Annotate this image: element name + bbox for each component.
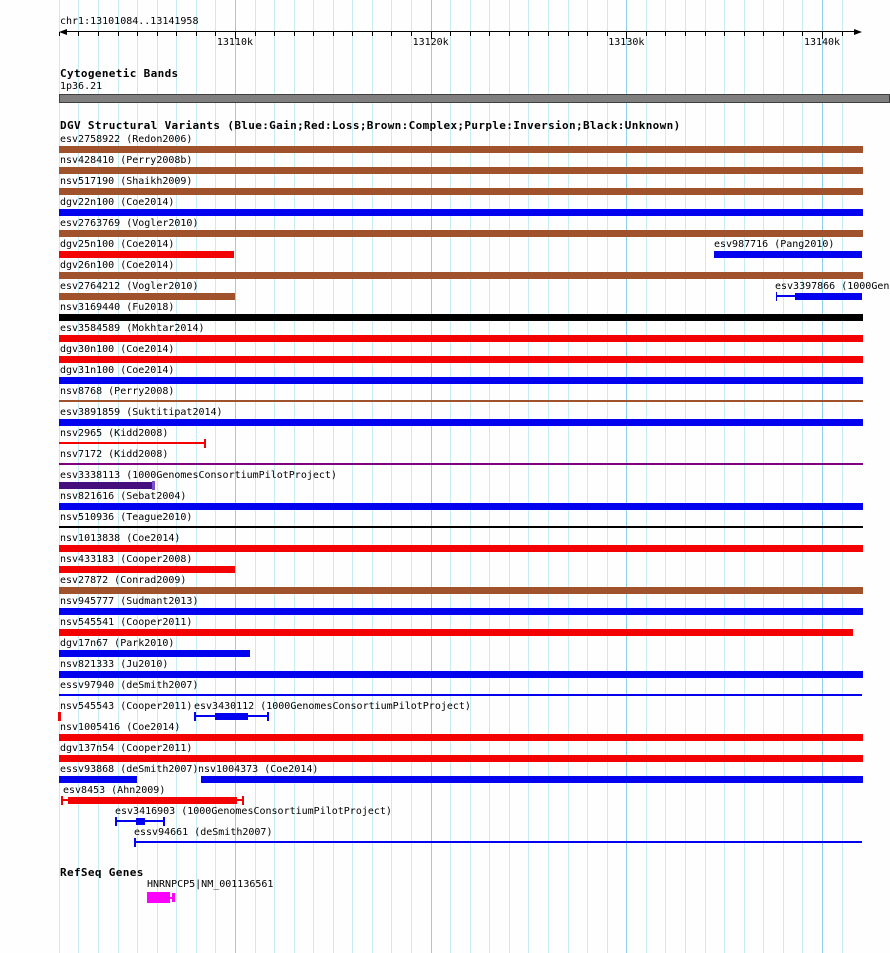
variant-label: dgv30n100 (Coe2014) bbox=[60, 344, 175, 355]
variant-glyph-bar[interactable] bbox=[59, 482, 152, 489]
gene-label: HNRNPCP5|NM_001136561 bbox=[147, 879, 274, 890]
gridline-minor bbox=[744, 0, 745, 953]
variant-glyph-bar[interactable] bbox=[59, 650, 250, 657]
gridline-minor bbox=[489, 0, 490, 953]
gridline-minor bbox=[470, 0, 471, 953]
variant-glyph-line[interactable] bbox=[776, 295, 795, 297]
ruler-tick-minor bbox=[333, 32, 334, 36]
variant-glyph-bar[interactable] bbox=[59, 356, 863, 363]
ruler-tick-minor bbox=[176, 32, 177, 36]
ruler-tick-minor bbox=[568, 32, 569, 36]
ruler-tick-minor bbox=[528, 32, 529, 36]
variant-label: nsv428410 (Perry2008b) bbox=[60, 155, 193, 166]
ruler-tick-minor bbox=[118, 32, 119, 36]
variant-label: esv3338113 (1000GenomesConsortiumPilotProject) bbox=[60, 470, 337, 481]
ruler-tick-minor bbox=[411, 32, 412, 36]
ruler-tick-minor bbox=[842, 32, 843, 36]
variant-glyph-bar[interactable] bbox=[59, 566, 235, 573]
ruler-arrow-left-icon bbox=[59, 29, 67, 35]
variant-glyph-bar[interactable] bbox=[714, 251, 862, 258]
gridline-major bbox=[822, 0, 823, 953]
gridline-minor bbox=[763, 0, 764, 953]
variant-glyph-bar[interactable] bbox=[59, 734, 863, 741]
ruler-tick-minor bbox=[587, 32, 588, 36]
ruler-tick-minor bbox=[98, 32, 99, 36]
variant-label: nsv1013838 (Coe2014) bbox=[60, 533, 181, 544]
variant-glyph-tick[interactable] bbox=[267, 712, 269, 721]
ruler-tick-minor bbox=[391, 32, 392, 36]
variant-label: essv94661 (deSmith2007) bbox=[134, 827, 273, 838]
ruler-tick-minor bbox=[137, 32, 138, 36]
variant-glyph-line[interactable] bbox=[59, 463, 863, 465]
variant-glyph-bar[interactable] bbox=[59, 608, 863, 615]
ruler-tick-minor bbox=[372, 32, 373, 36]
variant-label: nsv3169440 (Fu2018) bbox=[60, 302, 175, 313]
ruler-tick-minor bbox=[744, 32, 745, 36]
variant-glyph-tick[interactable] bbox=[152, 481, 155, 490]
variant-glyph-tick[interactable] bbox=[242, 796, 244, 805]
variant-glyph-tick[interactable] bbox=[58, 712, 61, 721]
gridline-minor bbox=[568, 0, 569, 953]
ruler-tick-minor bbox=[763, 32, 764, 36]
variant-glyph-bar[interactable] bbox=[59, 251, 234, 258]
variant-glyph-bar[interactable] bbox=[59, 230, 863, 237]
variant-glyph-bar[interactable] bbox=[59, 377, 863, 384]
variant-glyph-bar[interactable] bbox=[59, 167, 863, 174]
variant-label: nsv517190 (Shaikh2009) bbox=[60, 176, 193, 187]
gridline-minor bbox=[450, 0, 451, 953]
ruler-tick-minor bbox=[509, 32, 510, 36]
variant-glyph-bar[interactable] bbox=[59, 671, 863, 678]
variant-glyph-bar[interactable] bbox=[59, 188, 863, 195]
gridline-minor bbox=[783, 0, 784, 953]
variant-glyph-bar[interactable] bbox=[201, 776, 863, 783]
variant-label: esv3891859 (Suktitipat2014) bbox=[60, 407, 223, 418]
variant-label: nsv8768 (Perry2008) bbox=[60, 386, 175, 397]
variant-glyph-bar[interactable] bbox=[59, 629, 853, 636]
variant-label: nsv7172 (Kidd2008) bbox=[60, 449, 169, 460]
ruler-tick-minor bbox=[705, 32, 706, 36]
gridline-minor bbox=[705, 0, 706, 953]
cytoband-header: Cytogenetic Bands bbox=[60, 67, 179, 80]
gridline-minor bbox=[802, 0, 803, 953]
variant-label: dgv31n100 (Coe2014) bbox=[60, 365, 175, 376]
gene-glyph-bar[interactable] bbox=[172, 893, 175, 902]
gridline-minor bbox=[724, 0, 725, 953]
variant-label: dgv17n67 (Park2010) bbox=[60, 638, 175, 649]
ruler-line bbox=[65, 31, 856, 32]
variant-label: esv2763769 (Vogler2010) bbox=[60, 218, 199, 229]
variant-glyph-bar[interactable] bbox=[136, 818, 145, 825]
variant-label: esv3416903 (1000GenomesConsortiumPilotProject) bbox=[115, 806, 392, 817]
gridline-minor bbox=[607, 0, 608, 953]
ruler-tick-minor bbox=[724, 32, 725, 36]
variant-label: nsv433183 (Cooper2008) bbox=[60, 554, 193, 565]
variant-label: dgv22n100 (Coe2014) bbox=[60, 197, 175, 208]
ruler-tick-minor bbox=[665, 32, 666, 36]
genome-region-title: chr1:13101084..13141958 bbox=[60, 16, 199, 27]
variant-label: nsv945777 (Sudmant2013) bbox=[60, 596, 199, 607]
ruler-tick-minor bbox=[685, 32, 686, 36]
gridline-major bbox=[431, 0, 432, 953]
ruler-tick-minor bbox=[274, 32, 275, 36]
variant-glyph-bar[interactable] bbox=[59, 503, 863, 510]
variant-glyph-bar[interactable] bbox=[59, 146, 863, 153]
variant-label: essv97940 (deSmith2007) bbox=[60, 680, 199, 691]
variant-glyph-bar[interactable] bbox=[59, 545, 863, 552]
ruler-tick-minor bbox=[78, 32, 79, 36]
variant-label: essv93868 (deSmith2007) bbox=[60, 764, 199, 775]
cytoband-bar[interactable] bbox=[59, 94, 890, 103]
variant-glyph-bar[interactable] bbox=[68, 797, 237, 804]
variant-glyph-bar[interactable] bbox=[59, 314, 863, 321]
variant-label: esv3584589 (Mokhtar2014) bbox=[60, 323, 205, 334]
variant-label: nsv2965 (Kidd2008) bbox=[60, 428, 169, 439]
ruler-tick-label: 13110k bbox=[216, 37, 253, 48]
variant-glyph-line[interactable] bbox=[59, 694, 862, 696]
ruler-tick-label: 13140k bbox=[803, 37, 841, 48]
variant-label: nsv821333 (Ju2010) bbox=[60, 659, 169, 670]
variant-glyph-bar[interactable] bbox=[59, 587, 863, 594]
ruler-tick-minor bbox=[802, 32, 803, 36]
variant-glyph-bar[interactable] bbox=[59, 335, 863, 342]
ruler-tick-minor bbox=[294, 32, 295, 36]
ruler-tick-minor bbox=[450, 32, 451, 36]
variant-label: esv987716 (Pang2010) bbox=[714, 239, 835, 250]
variant-glyph-tick[interactable] bbox=[163, 817, 165, 826]
variant-label: nsv1005416 (Coe2014) bbox=[60, 722, 181, 733]
variant-label: esv3430112 (1000GenomesConsortiumPilotProject) bbox=[194, 701, 471, 712]
variant-glyph-line[interactable] bbox=[135, 841, 862, 843]
variant-glyph-bar[interactable] bbox=[59, 755, 863, 762]
ruler-arrow-right-icon bbox=[854, 29, 862, 35]
variant-label: esv3397866 (1000Gen bbox=[775, 281, 890, 292]
ruler-tick-minor bbox=[548, 32, 549, 36]
gridline-minor bbox=[665, 0, 666, 953]
gridline-minor bbox=[685, 0, 686, 953]
variant-glyph-line[interactable] bbox=[59, 526, 863, 528]
gridline-minor bbox=[411, 0, 412, 953]
gridline-major bbox=[626, 0, 627, 953]
ruler-tick-minor bbox=[196, 32, 197, 36]
variant-glyph-bar[interactable] bbox=[795, 293, 862, 300]
variant-label: nsv545541 (Cooper2011) bbox=[60, 617, 193, 628]
variant-label: nsv1004373 (Coe2014) bbox=[198, 764, 319, 775]
ruler-tick-minor bbox=[313, 32, 314, 36]
ruler-tick-label: 13120k bbox=[412, 37, 449, 48]
variant-label: esv2758922 (Redon2006) bbox=[60, 134, 193, 145]
ruler-tick-minor bbox=[470, 32, 471, 36]
gridline-minor bbox=[528, 0, 529, 953]
ruler-tick-minor bbox=[646, 32, 647, 36]
ruler-tick-label: 13130k bbox=[608, 37, 645, 48]
variant-label: nsv510936 (Teague2010) bbox=[60, 512, 193, 523]
variant-label: esv27872 (Conrad2009) bbox=[60, 575, 187, 586]
gridline-minor bbox=[842, 0, 843, 953]
ruler-tick-minor bbox=[489, 32, 490, 36]
variant-label: dgv25n100 (Coe2014) bbox=[60, 239, 175, 250]
variant-glyph-bar[interactable] bbox=[59, 293, 235, 300]
variant-glyph-bar[interactable] bbox=[59, 209, 863, 216]
gene-glyph-bar[interactable] bbox=[147, 892, 170, 903]
gridline-minor bbox=[587, 0, 588, 953]
gridline-minor bbox=[509, 0, 510, 953]
variant-label: esv2764212 (Vogler2010) bbox=[60, 281, 199, 292]
variant-glyph-bar[interactable] bbox=[215, 713, 248, 720]
ruler-tick-minor bbox=[255, 32, 256, 36]
ruler-tick-minor bbox=[215, 32, 216, 36]
refseq-header: RefSeq Genes bbox=[60, 866, 144, 879]
variant-glyph-bar[interactable] bbox=[59, 272, 863, 279]
ruler-tick-minor bbox=[607, 32, 608, 36]
ruler-tick-minor bbox=[59, 32, 60, 36]
variant-glyph-line[interactable] bbox=[59, 442, 205, 444]
ruler-tick-minor bbox=[157, 32, 158, 36]
variant-label: dgv26n100 (Coe2014) bbox=[60, 260, 175, 271]
gridline-minor bbox=[646, 0, 647, 953]
variant-glyph-line[interactable] bbox=[59, 400, 863, 402]
dgv-track-header: DGV Structural Variants (Blue:Gain;Red:Loss;Brown:Complex;Purple:Inversion;Black:Unknown) bbox=[60, 119, 681, 132]
gridline-minor bbox=[548, 0, 549, 953]
variant-glyph-bar[interactable] bbox=[59, 776, 137, 783]
variant-glyph-tick[interactable] bbox=[204, 439, 206, 448]
variant-label: nsv545543 (Cooper2011) bbox=[60, 701, 193, 712]
ruler-tick-minor bbox=[352, 32, 353, 36]
cytoband-name: 1p36.21 bbox=[60, 81, 103, 92]
variant-glyph-bar[interactable] bbox=[59, 419, 863, 426]
ruler-tick-minor bbox=[783, 32, 784, 36]
variant-label: esv8453 (Ahn2009) bbox=[63, 785, 166, 796]
variant-label: nsv821616 (Sebat2004) bbox=[60, 491, 187, 502]
variant-label: dgv137n54 (Cooper2011) bbox=[60, 743, 193, 754]
